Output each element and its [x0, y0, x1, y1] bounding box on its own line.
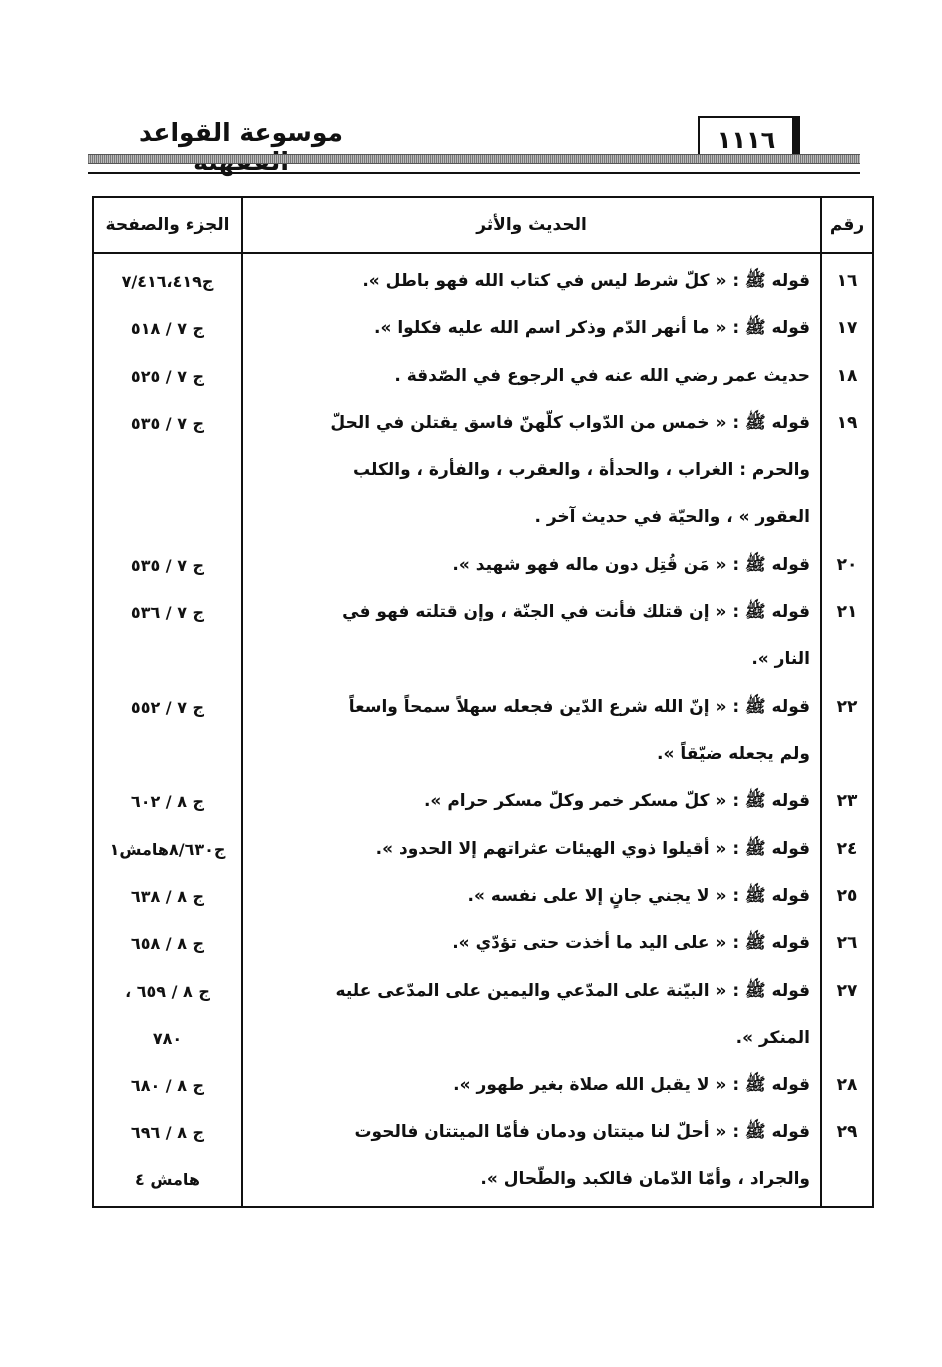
row-reference-line: ٧٨٠: [152, 1028, 183, 1048]
table-row: [94, 542, 872, 589]
row-text: [254, 873, 810, 920]
row-reference-line: ج ٧ / ٥٥٢: [130, 697, 205, 717]
row-number: ٢٥: [836, 885, 858, 906]
row-reference-line: ج ٨ / ٦٥٩ ،: [125, 981, 210, 1001]
table-row: [94, 353, 872, 400]
row-text-line: قوله ﷺ : « إن قتلك فأنت في الجنّة ، وإن قتلته فهو في: [342, 602, 810, 623]
table-row: [94, 826, 872, 873]
row-text-line: قوله ﷺ : « لا يقبل الله صلاة بغير طهور ».: [453, 1075, 810, 1096]
row-reference: [94, 778, 241, 825]
row-text: [254, 826, 810, 873]
table-header-row: [94, 198, 872, 254]
row-text-line: النار ».: [751, 649, 810, 670]
row-number: ١٧: [836, 318, 858, 339]
row-text: [254, 968, 810, 1062]
row-text-line: العقور » ، والحيّة في حديث آخر .: [534, 506, 810, 527]
row-reference: [94, 873, 241, 920]
row-text: [254, 400, 810, 541]
row-reference-line: ج ٨ / ٦٨٠: [130, 1076, 205, 1096]
row-reference-line: ج ٧ / ٥١٨: [130, 319, 205, 339]
row-text-line: قوله ﷺ : « أقيلوا ذوي الهيئات عثراتهم إلا الحدود ».: [375, 838, 810, 859]
row-text-line: والحرم : الغراب ، والحدأة ، والعقرب ، والفأرة ، والكلب: [353, 459, 810, 480]
header-rule: [88, 154, 860, 164]
row-text-line: قوله ﷺ : « كلّ شرط ليس في كتاب الله فهو باطل ».: [362, 271, 810, 291]
row-number: ٢٨: [836, 1075, 858, 1096]
table-row: [94, 873, 872, 920]
row-text-line: قوله ﷺ : « كلّ مسكر خمر وكلّ مسكر حرام ».: [423, 791, 810, 812]
row-number: ٢٤: [836, 838, 858, 859]
row-number: ٢٧: [836, 980, 858, 1001]
row-reference-line: ج ٧ / ٥٣٦: [130, 603, 205, 623]
row-number: ٢١: [836, 602, 858, 623]
row-text: [254, 542, 810, 589]
row-text: [254, 353, 810, 400]
row-reference: [94, 542, 241, 589]
row-text: [254, 258, 810, 305]
row-text-line: قوله ﷺ : « خمس من الدّواب كلّهنّ فاسق يقتلن في الحلّ: [330, 412, 810, 433]
table-row: [94, 920, 872, 967]
hadith-index-table: [92, 196, 874, 1208]
row-reference-line: ج ٨ / ٦٩٦: [130, 1123, 205, 1143]
row-number: ١٦: [836, 271, 858, 291]
row-text: [254, 589, 810, 683]
row-text-line: والجراد ، وأمّا الدّمان فالكبد والطّحال ».: [480, 1169, 810, 1190]
row-reference: [94, 353, 241, 400]
row-reference-line: ج ٧ / ٥٣٥: [130, 555, 205, 575]
row-text-line: قوله ﷺ : « ما أنهر الدّم وذكر اسم الله عليه فكلوا ».: [374, 318, 810, 339]
row-text-line: حديث عمر رضي الله عنه في الرجوع في الصّدقة .: [394, 365, 810, 386]
row-number: ٢٣: [836, 791, 858, 812]
table-row: [94, 968, 872, 1063]
row-reference-line: ج ٧ / ٥٣٥: [130, 413, 205, 433]
row-text: [254, 1062, 810, 1109]
header-text: الحديث والأثر: [476, 215, 587, 235]
row-text: [254, 920, 810, 967]
table-row: [94, 1109, 872, 1204]
row-text-line: قوله ﷺ : « البيّنة على المدّعي واليمين على المدّعى عليه: [335, 980, 810, 1001]
book-title: موسوعة القواعد: [138, 118, 344, 147]
table-row: [94, 589, 872, 684]
row-reference: [94, 305, 241, 352]
row-text-line: قوله ﷺ : « على اليد ما أخذت حتى تؤدّي ».: [452, 933, 810, 954]
row-reference: [94, 589, 241, 636]
header-rule-thin: [88, 172, 860, 174]
row-text: [254, 684, 810, 778]
page-number: ١١١٦: [698, 116, 800, 162]
header-number: رقم: [829, 215, 865, 235]
row-reference: [94, 1109, 241, 1203]
row-reference-line: ج ٨ / ٦٣٨: [130, 886, 205, 906]
row-text: [254, 305, 810, 352]
table-row: [94, 778, 872, 825]
row-number: ٢٦: [836, 933, 858, 954]
table-row: [94, 400, 872, 542]
row-text-line: ولم يجعله ضيّقاً ».: [657, 743, 810, 764]
row-number: ٢٢: [836, 696, 858, 717]
row-reference: [94, 920, 241, 967]
row-text-line: قوله ﷺ : « مَن قُتِل دون ماله فهو شهيد ».: [452, 554, 810, 575]
row-text: [254, 778, 810, 825]
page-header: [88, 108, 860, 170]
row-number: ١٨: [836, 365, 858, 386]
row-reference-line: ج٨/٦٣٠هامش١: [109, 839, 226, 859]
row-text-line: قوله ﷺ : « أحلّ لنا ميتتان ودمان فأمّا الميتتان فالحوت: [354, 1122, 810, 1143]
row-reference-line: ج ٨ / ٦٠٢: [130, 792, 205, 812]
row-reference-line: ج ٧ / ٥٢٥: [130, 366, 205, 386]
row-text-line: المنكر ».: [735, 1027, 810, 1048]
row-text: [254, 1109, 810, 1203]
row-reference: [94, 684, 241, 731]
row-number: ٢٠: [836, 554, 858, 575]
row-reference: [94, 258, 241, 305]
row-number: ٢٩: [836, 1122, 858, 1143]
table-row: [94, 684, 872, 779]
row-reference: [94, 400, 241, 447]
row-reference: [94, 968, 241, 1062]
table-row: [94, 1062, 872, 1109]
row-reference-line: ج ٨ / ٦٥٨: [130, 934, 205, 954]
row-text-line: قوله ﷺ : « إنّ الله شرع الدّين فجعله سهلاً سمحاً واسعاً: [348, 696, 810, 717]
row-reference-line: هامش ٤: [135, 1170, 200, 1190]
row-text-line: قوله ﷺ : « لا يجني جانٍ إلا على نفسه ».: [467, 885, 810, 906]
row-number: ١٩: [836, 412, 858, 433]
header-reference: الجزء والصفحة: [105, 215, 230, 235]
table-row: [94, 305, 872, 352]
row-reference: [94, 1062, 241, 1109]
row-reference-line: ج٧/٤١٦،٤١٩: [121, 272, 214, 291]
table-row: [94, 258, 872, 305]
row-reference: [94, 826, 241, 873]
